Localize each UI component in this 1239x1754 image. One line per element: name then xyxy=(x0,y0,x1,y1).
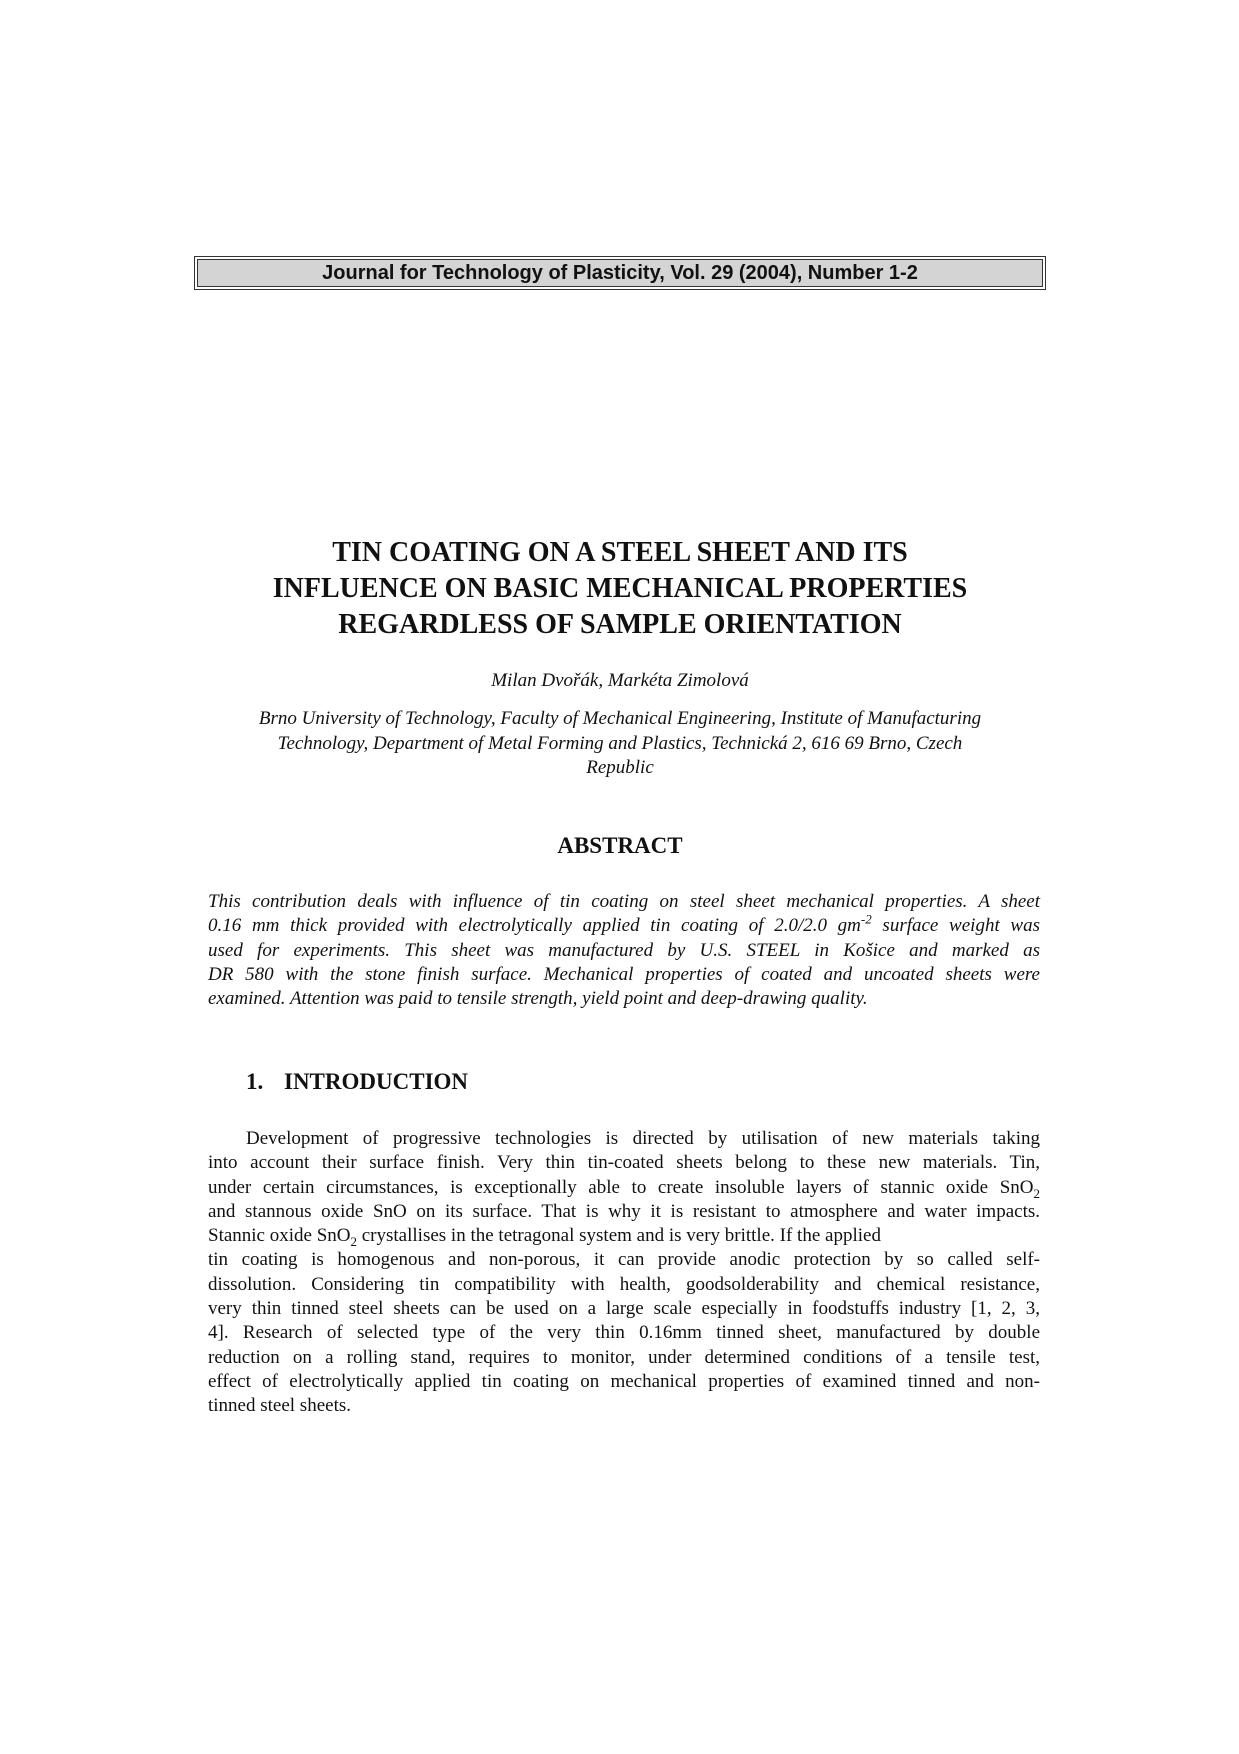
affiliation-line: Technology, Department of Metal Forming and Plastics, Technická 2, 616 69 Brno, Czech xyxy=(277,732,963,754)
paragraph-line: Development of progressive technologies is directed by utilisation of new materials taking xyxy=(246,1128,1040,1149)
subscript: 2 xyxy=(1033,1185,1040,1201)
abstract-text-segment: 0.16 mm thick provided with electrolytically applied tin coating of 2.0/2.0 gm xyxy=(208,915,861,937)
abstract-line xyxy=(208,911,1040,938)
title-line: INFLUENCE ON BASIC MECHANICAL PROPERTIES xyxy=(272,573,968,604)
paragraph-line: very thin tinned steel sheets can be used on a large scale especially in foodstuffs industry [1, 2, 3, xyxy=(208,1298,1040,1320)
paragraph-line: and stannous oxide SnO on its surface. That is why it is resistant to atmosphere and water impacts. xyxy=(208,1200,1040,1222)
paragraph-line: tin coating is homogenous and non-porous, it can provide anodic protection by so called self- xyxy=(208,1249,1040,1271)
section-title: INTRODUCTION xyxy=(284,1069,469,1094)
paragraph-line: into account their surface finish. Very thin tin-coated sheets belong to these new materials. Tin, xyxy=(208,1152,1040,1174)
paragraph-line: reduction on a rolling stand, requires to monitor, under determined conditions of a tensile test, xyxy=(208,1346,1040,1368)
affiliation xyxy=(200,707,1040,781)
section-number: 1. xyxy=(246,1069,264,1094)
authors: Milan Dvořák, Markéta Zimolová xyxy=(491,670,749,691)
paragraph-line: 4]. Research of selected type of the very thin 0.16mm tinned sheet, manufactured by double xyxy=(208,1322,1040,1344)
paragraph-line xyxy=(208,1224,1040,1248)
section-heading-introduction xyxy=(246,1069,468,1095)
introduction-body xyxy=(208,1127,1040,1419)
subscript: 2 xyxy=(350,1233,357,1249)
text-segment: under certain circumstances, is exceptionally able to create insoluble layers of stannic oxide SnO xyxy=(208,1176,1034,1198)
superscript-exponent: -2 xyxy=(860,911,872,927)
paper-title xyxy=(150,535,1090,643)
affiliation-line: Brno University of Technology, Faculty of Mechanical Engineering, Institute of Manufacturing xyxy=(258,708,982,729)
text-segment: Stannic oxide SnO xyxy=(208,1225,351,1247)
title-line: TIN COATING ON A STEEL SHEET AND ITS xyxy=(332,537,908,568)
abstract-line: examined. Attention was paid to tensile strength, yield point and deep-drawing quality. xyxy=(208,988,868,1010)
abstract-line: DR 580 with the stone finish surface. Mechanical properties of coated and uncoated sheets were xyxy=(208,963,1040,985)
journal-header: Journal for Technology of Plasticity, Vol. 29 (2004), Number 1-2 xyxy=(197,259,1043,287)
journal-header-box xyxy=(194,256,1046,290)
abstract-body xyxy=(208,890,1040,1011)
text-segment: crystallises in the tetragonal system and is very brittle. If the applied xyxy=(357,1225,881,1247)
affiliation-line: Republic xyxy=(586,757,654,778)
abstract-text-segment: surface weight was xyxy=(871,915,1040,937)
abstract-line: used for experiments. This sheet was manufactured by U.S. STEEL in Košice and marked as xyxy=(208,939,1040,961)
abstract-line: This contribution deals with influence of tin coating on steel sheet mechanical properties. A sheet xyxy=(208,891,1040,912)
paragraph-line: dissolution. Considering tin compatibility with health, goodsolderability and chemical resistance, xyxy=(208,1273,1040,1295)
paragraph-line: tinned steel sheets. xyxy=(208,1395,351,1417)
title-line: REGARDLESS OF SAMPLE ORIENTATION xyxy=(338,609,902,640)
abstract-heading: ABSTRACT xyxy=(557,833,683,858)
paragraph-line: effect of electrolytically applied tin coating on mechanical properties of examined tinned and non- xyxy=(208,1370,1040,1392)
paragraph-line xyxy=(208,1176,1040,1200)
